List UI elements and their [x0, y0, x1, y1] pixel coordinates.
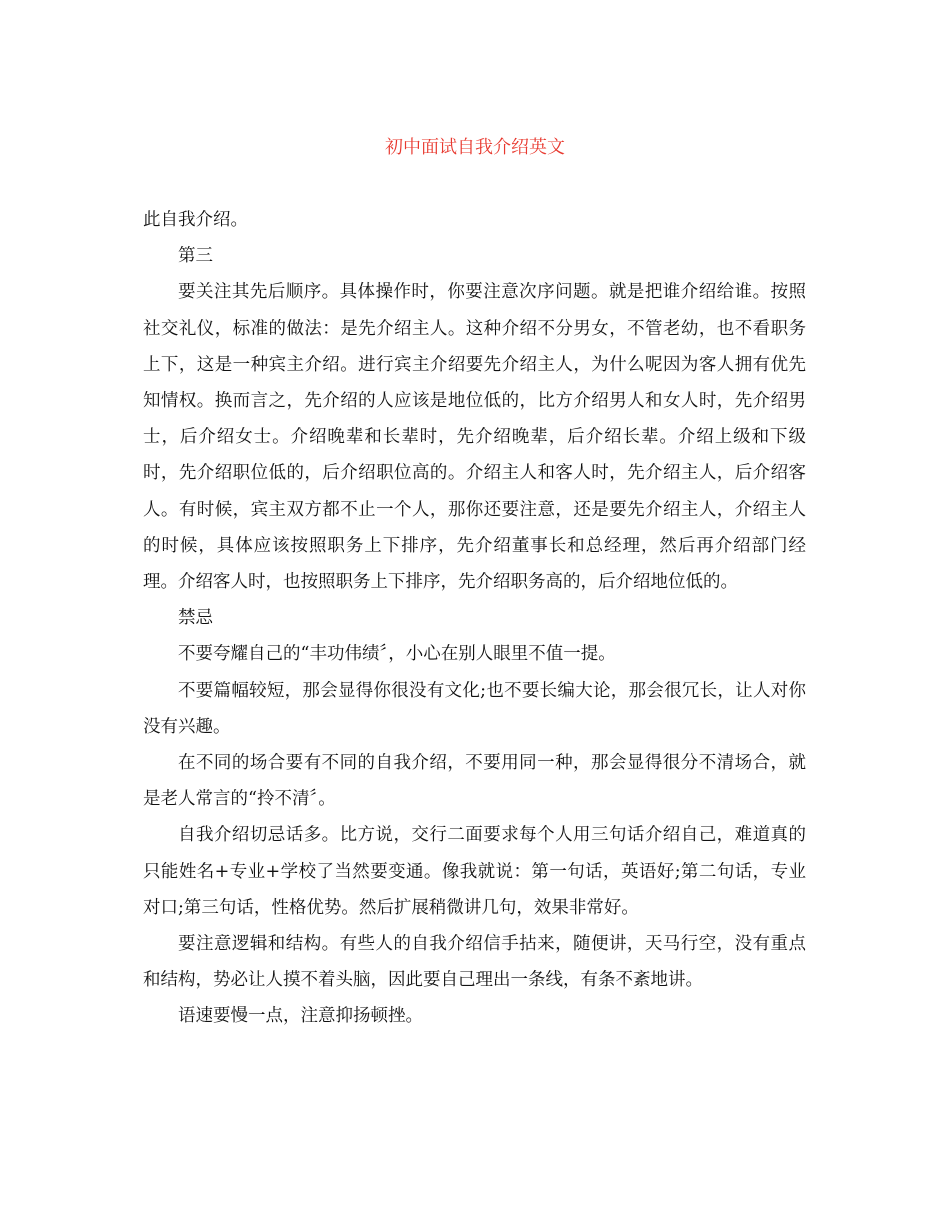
paragraph-brevity: 自我介绍切忌话多。比方说，交行二面要求每个人用三句话介绍自己，难道真的只能姓名+专业+学校了当然要变通。像我就说：第一句话，英语好;第二句话，专业对口;第三句话，性格优势。然后扩展稍微讲几句，效果非常好。: [143, 825, 806, 918]
paragraph-logic: 要注意逻辑和结构。有些人的自我介绍信手拈来，随便讲，天马行空，没有重点和结构，势必让人摸不着头脑，因此要自己理出一条线，有条不紊地讲。: [143, 934, 806, 991]
document-title: 初中面试自我介绍英文: [385, 137, 565, 158]
paragraph-occasion: 在不同的场合要有不同的自我介绍，不要用同一种，那会显得很分不清场合，就是老人常言的“拎不清〞。: [143, 753, 806, 810]
paragraph-no-boasting: 不要夸耀自己的“丰功伟绩〞，小心在别人眼里不值一提。: [178, 644, 616, 665]
paragraph-length: 不要篇幅较短，那会显得你很没有文化;也不要长编大论，那会很冗长，让人对你没有兴趣。: [143, 680, 806, 737]
section-heading-third: 第三: [178, 246, 213, 267]
section-heading-taboos: 禁忌: [178, 608, 213, 629]
document-body: [143, 202, 806, 1035]
paragraph-order: 要关注其先后顺序。具体操作时，你要注意次序问题。就是把谁介绍给谁。按照社交礼仪，标准的做法：是先介绍主人。这种介绍不分男女，不管老幼，也不看职务上下，这是一种宾主介绍。进行宾主介绍要先介绍主人，为什么呢因为客人拥有优先知情权。换而言之，先介绍的人应该是地位低的，比方介绍男人和女人时，先介绍男士，后介绍女士。介绍晚辈和长辈时，先介绍晚辈，后介绍长辈。介绍上级和下级时，先介绍职位低的，后介绍职位高的。介绍主人和客人时，先介绍主人，后介绍客人。有时候，宾主双方都不止一个人，那你还要注意，还是要先介绍主人，介绍主人的时候，具体应该按照职务上下排序，先介绍董事长和总经理，然后再介绍部门经理。介绍客人时，也按照职务上下排序，先介绍职务高的，后介绍地位低的。: [143, 282, 806, 593]
paragraph-intro-tail: 此自我介绍。: [143, 210, 248, 230]
paragraph-pace: 语速要慢一点，注意抑扬顿挫。: [178, 1006, 423, 1027]
